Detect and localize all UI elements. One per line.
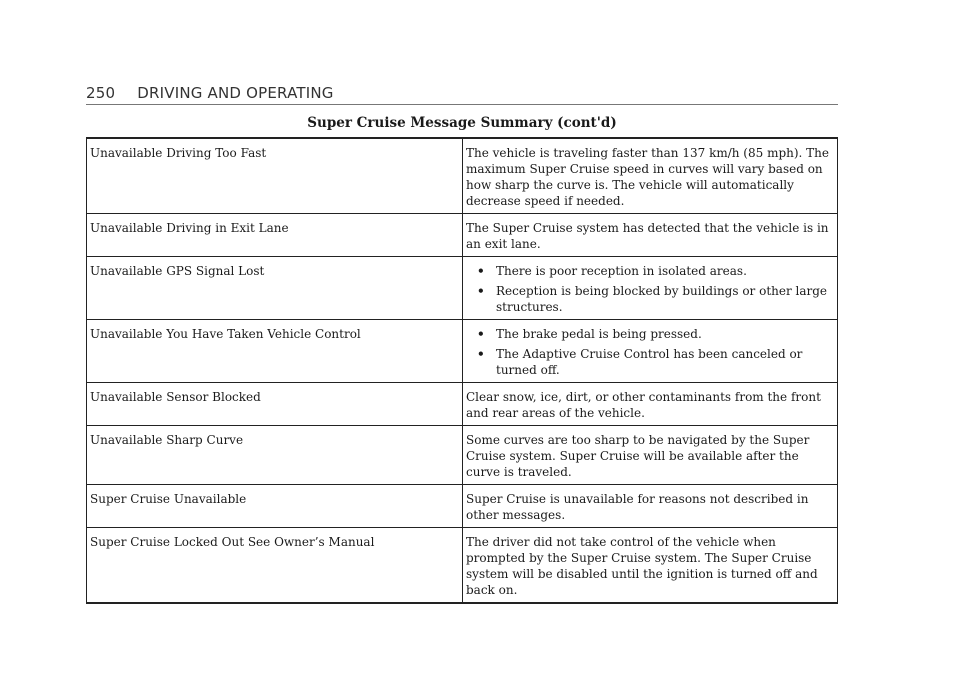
description-cell [463,257,838,320]
table-row [87,320,838,383]
table-row [87,528,838,604]
description-cell: The Super Cruise system has detected that the vehicle is in an exit lane. [463,214,838,257]
message-cell: Super Cruise Locked Out See Owner’s Manual [87,528,463,604]
description-cell: Some curves are too sharp to be navigated by the Super Cruise system. Super Cruise will be available after the curve is traveled. [463,426,838,485]
description-cell: Clear snow, ice, dirt, or other contaminants from the front and rear areas of the vehicle. [463,383,838,426]
bullet-text: The brake pedal is being pressed. [496,327,702,341]
table-row [87,138,838,214]
table-row [87,485,838,528]
bullet-text: There is poor reception in isolated areas. [496,264,747,278]
message-summary-table [86,137,838,604]
message-cell: Unavailable GPS Signal Lost [87,257,463,320]
bullet-item [466,263,833,279]
description-cell: Super Cruise is unavailable for reasons not described in other messages. [463,485,838,528]
section-title: DRIVING AND OPERATING [137,84,334,102]
message-cell: Unavailable Sharp Curve [87,426,463,485]
bullet-list [466,263,833,315]
bullet-item [466,283,833,315]
message-cell: Unavailable Driving Too Fast [87,138,463,214]
message-cell: Unavailable Sensor Blocked [87,383,463,426]
table-row [87,257,838,320]
description-cell: The vehicle is traveling faster than 137 km/h (85 mph). The maximum Super Cruise speed in curves will vary based on how sharp the curve is. The vehicle will automatically decrease speed if needed. [463,138,838,214]
bullet-item [466,326,833,342]
page-number: 250 [86,84,116,102]
message-cell: Super Cruise Unavailable [87,485,463,528]
description-cell [463,320,838,383]
bullet-icon: • [477,264,485,278]
bullet-text: The Adaptive Cruise Control has been canceled or turned off. [496,347,803,377]
message-cell: Unavailable You Have Taken Vehicle Control [87,320,463,383]
message-cell: Unavailable Driving in Exit Lane [87,214,463,257]
table-row [87,383,838,426]
table-row [87,426,838,485]
table-row [87,214,838,257]
bullet-item [466,346,833,378]
bullet-icon: • [477,284,485,298]
table-title: Super Cruise Message Summary (cont'd) [307,115,617,131]
page-header [86,83,838,105]
bullet-list [466,326,833,378]
bullet-icon: • [477,327,485,341]
bullet-icon: • [477,347,485,361]
description-cell: The driver did not take control of the vehicle when prompted by the Super Cruise system. The Super Cruise system will be disabled until the ignition is turned off and back on. [463,528,838,604]
bullet-text: Reception is being blocked by buildings or other large structures. [496,284,828,314]
